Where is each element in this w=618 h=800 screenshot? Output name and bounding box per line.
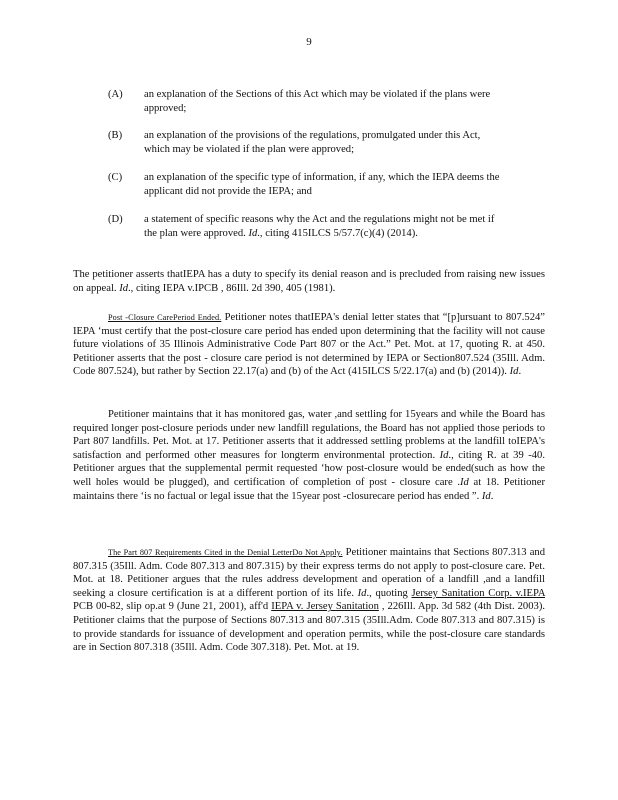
paragraph-text: Petitioner notes thatIEPA's denial letter states that “[p]ursuant to 807.524” IEPA ‘must certify that the post-closure care period has ended upon determining that the facility will not cause future violations of 35 Illinois Administrative Code Part 807 or the Act.” Pet. Mot. at 17, quoting R. at 450. Petitioner asserts that the post - closure care period is not determined by IEPA or Section807.524 (35Ill. Adm. Code 807.524), but rather by Section 22.17(a) and (b) of the Act (415ILCS 5/22.17(a) and (b) (2014)). [73, 312, 546, 378]
list-item-label: (A) [108, 89, 123, 100]
list-item-text: an explanation of the specific type of information, if any, which the IEPA deems the applicant did not provide the IEPA; and [144, 172, 500, 197]
paragraph-end: . [490, 490, 494, 502]
list-item-text-after: ., citing 415ILCS 5/57.7(c)(4) (2014). [257, 227, 418, 239]
list-item-text-before: a statement of specific reasons why the Act and the regulations might not be met if the plan were approved. [144, 214, 495, 239]
id-citation: Id [509, 366, 519, 378]
paragraph-text: , 226Ill. App. 3d 582 (4th Dist. 2003). Petitioner claims that the purpose of Sections 807.313 and 807.315 (35Ill.Adm. Code 807.313 and 807.315) is to provide standards for issuance of development and operation permits, while the post-closure care standards are in Section 807.318 (35Ill. Adm. Code 307.318). Pet. Mot. at 19. [73, 601, 545, 654]
list-item-label: (C) [108, 172, 123, 183]
page-number: 9 [306, 36, 312, 48]
id-citation: Id [439, 449, 449, 461]
id-citation: Id [357, 587, 367, 599]
paragraph-end: . [518, 366, 522, 378]
paragraph-text: Petitioner maintains that it has monitored gas, water ,and settling for 15years and while the Board has required longer post-closure periods under new landfill regulations, the Board has not applied those periods to Part 807 landfills. Pet. Mot. at 17. Petitioner asserts that it addressed settling problems at the landfill toIEPA's satisfaction and performed other measures for longterm environmental protection. [73, 409, 545, 461]
paragraph-text: Petitioner maintains that Sections 807.313 and 807.315 (35Ill. Adm. Code 807.313 and 807.315) by their express terms do not apply to post-closure care. Pet. Mot. at 18. Petitioner argues that the rules address development and operation of a landfill ,and a landfill seeking a closure certification is at a different portion of its life. [73, 547, 545, 599]
list-item-label: (D) [108, 214, 123, 225]
paragraph-post-closure [73, 311, 545, 379]
paragraph-text: ., quoting [366, 587, 408, 599]
id-citation: Id [460, 476, 469, 488]
case-name: Jersey Sanitation Corp. v.IEPA [411, 587, 545, 599]
list-item-label: (B) [108, 130, 123, 141]
list-item-text: an explanation of the Sections of this Act which may be violated if the plans were approved; [144, 89, 491, 114]
paragraph-text: PCB 00-82, slip op.at 9 (June 21, 2001), aff'd [73, 601, 269, 613]
section-heading: Post -Closure CarePeriod Ended. [108, 313, 222, 322]
case-name: IEPA v. Jersey Sanitation [271, 601, 379, 613]
paragraph-text: ., citing R. at 39 -40. Petitioner argues that the supplemental permit requested ‘how post-closure would be ended(such as how the well holes would be plugged), and certification of completion of post - closure care . [73, 449, 545, 488]
paragraph-text: at 18. Petitioner maintains there ‘is no factual or legal issue that the 15year post -closurecare period has ended ”. [73, 476, 545, 502]
list-item-text: an explanation of the provisions of the regulations, promulgated under this Act, which may be violated if the plan were approved; [144, 130, 481, 155]
paragraph-assert [73, 268, 545, 295]
id-citation: Id [248, 227, 258, 239]
section-heading: The Part 807 Requirements Cited in the Denial LetterDo Not Apply. [108, 548, 343, 557]
id-citation: Id [119, 282, 129, 294]
id-citation: Id [481, 490, 491, 502]
paragraph-text-after: ., citing IEPA v.IPCB , 86Ill. 2d 390, 405 (1981). [128, 282, 336, 294]
paragraph-part-807 [73, 546, 545, 655]
paragraph-text: The petitioner asserts thatIEPA has a duty to specify its denial reason and is precluded from raising new issues on appeal. [73, 269, 545, 294]
list-item-text [144, 213, 508, 240]
paragraph-monitored [73, 408, 545, 503]
